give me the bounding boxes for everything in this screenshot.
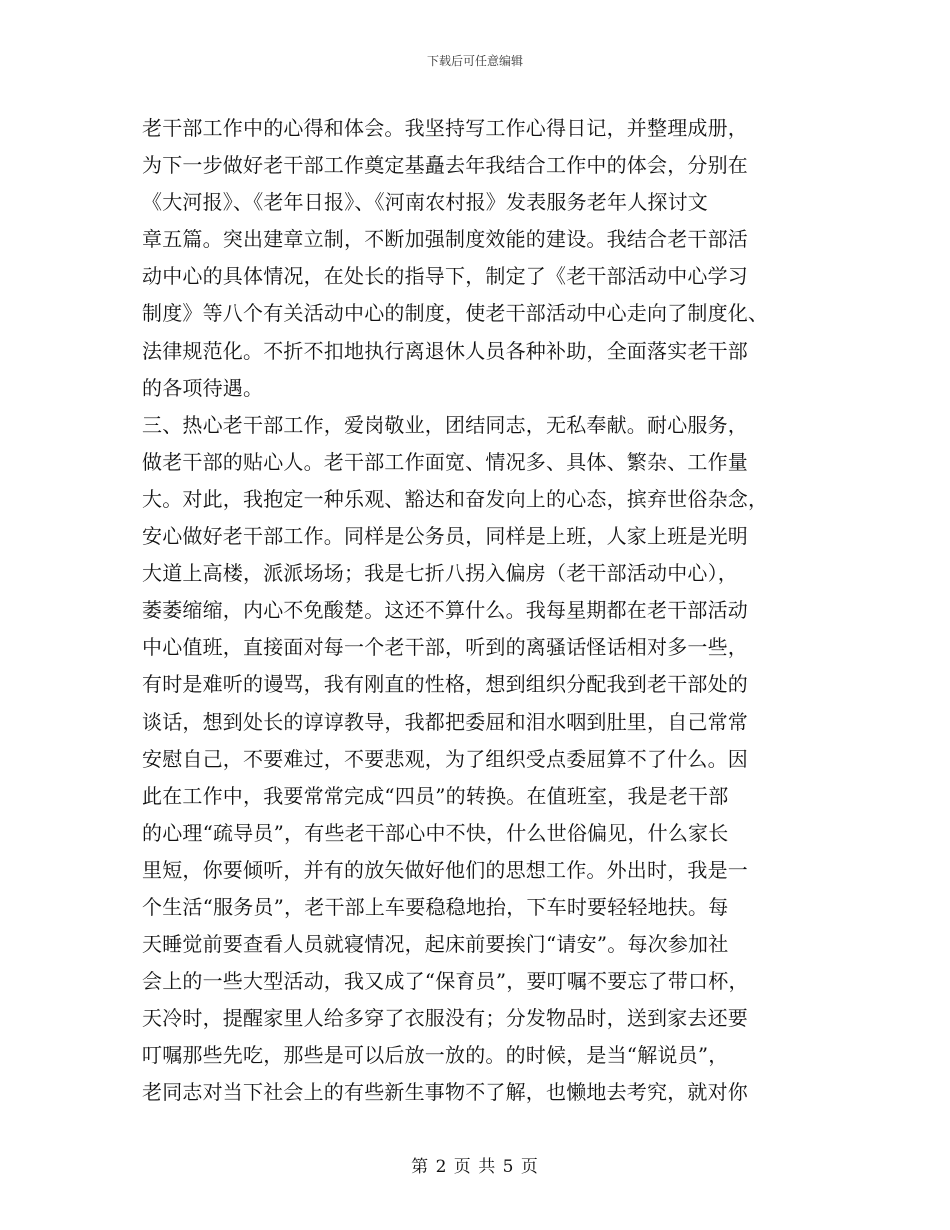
text-line: 三、热心老干部工作，爱岗敬业，团结同志，无私奉献。耐心服务， [142,412,748,437]
text-line: 动中心的具体情况，在处长的指导下，制定了《老干部活动中心学习 [142,264,748,289]
text-line: 做老干部的贴心人。老干部工作面宽、情况多、具体、繁杂、工作量 [142,449,748,474]
text-line: 萎萎缩缩，内心不免酸楚。这还不算什么。我每星期都在老干部活动 [142,598,748,623]
text-line: 章五篇。突出建章立制，不断加强制度效能的建设。我结合老干部活 [142,227,748,252]
text-line: 法律规范化。不折不扣地执行离退休人员各种补助，全面落实老干部 [142,338,748,363]
page-footer: 第 2 页 共 5 页 [411,1157,539,1177]
text-line: 安慰自己，不要难过，不要悲观，为了组织受点委屈算不了什么。因 [142,746,748,771]
text-line: 老干部工作中的心得和体会。我坚持写工作心得日记，并整理成册， [142,116,748,140]
text-line: 安心做好老干部工作。同样是公务员，同样是上班，人家上班是光明 [142,524,748,549]
text-line: 的各项待遇。 [142,375,264,400]
text-line: 《大河报》、《老年日报》、《河南农村报》发表服务老年人探讨文 [142,190,708,215]
text-line: 谈话，想到处长的谆谆教导，我都把委屈和泪水咽到肚里，自己常常 [142,709,748,734]
page-header-note: 下载后可任意编辑 [426,54,523,68]
text-line: 里短，你要倾听，并有的放矢做好他们的思想工作。外出时，我是一 [142,857,748,882]
text-line: 的心理“疏导员”，有些老干部心中不快，什么世俗偏见，什么家长 [142,820,729,845]
text-line: 中心值班，直接面对每一个老干部，听到的离骚话怪话相对多一些， [142,635,748,660]
text-line: 有时是难听的谩骂，我有刚直的性格，想到组织分配我到老干部处的 [142,672,748,697]
text-line: 为下一步做好老干部工作奠定基矗去年我结合工作中的体会，分别在 [142,153,748,178]
text-line: 叮嘱那些先吃，那些是可以后放一放的。的时候，是当“解说员”， [142,1043,729,1068]
text-line: 大道上高楼，派派场场；我是七折八拐入偏房（老干部活动中心）， [142,561,738,586]
document-body [142,110,822,1112]
text-line: 个生活“服务员”，老干部上车要稳稳地抬，下车时要轻轻地扶。每 [142,894,729,919]
text-line: 会上的一些大型活动，我又成了“保育员”，要叮嘱不要忘了带口杯， [142,969,749,994]
text-line: 天睡觉前要查看人员就寝情况，起床前要挨门“请安”。每次参加社 [142,932,729,957]
text-line: 大。对此，我抱定一种乐观、豁达和奋发向上的心态，摈弃世俗杂念， [142,486,769,511]
text-line: 制度》等八个有关活动中心的制度，使老干部活动中心走向了制度化、 [142,301,769,326]
text-line: 此在工作中，我要常常完成“四员”的转换。在值班室，我是老干部 [142,783,729,808]
text-line: 老同志对当下社会上的有些新生事物不了解，也懒地去考究，就对你 [142,1080,748,1105]
text-line: 天冷时，提醒家里人给多穿了衣服没有；分发物品时，送到家去还要 [142,1006,748,1031]
